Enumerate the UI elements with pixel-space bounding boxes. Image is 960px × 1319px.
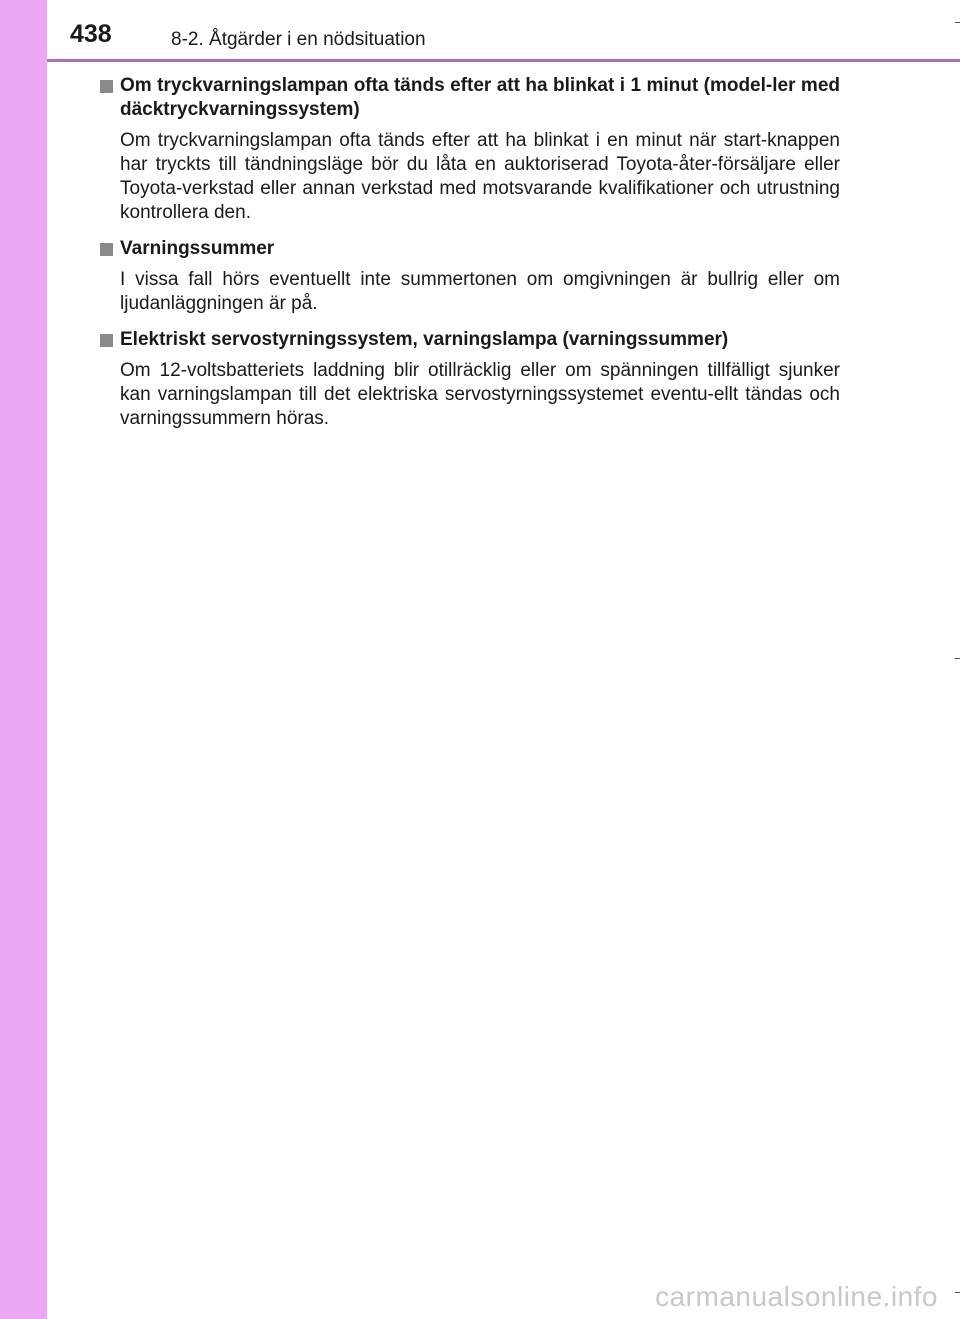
section-servostyrning (98, 328, 840, 431)
section-body: Om 12-voltsbatteriets laddning blir otillräcklig eller om spänningen tillfälligt sjunker kan varningslampan till det elektriska servostyrningssystemet eventu-ellt tändas och varningssummern höras. (120, 360, 840, 429)
crop-mark (955, 658, 960, 659)
page-number: 438 (70, 20, 112, 48)
section-tryckvarning (98, 74, 840, 225)
section-heading (98, 328, 840, 352)
side-tab (0, 0, 47, 1319)
section-heading-text: Elektriskt servostyrningssystem, varningslampa (varningssummer) (120, 329, 729, 350)
header-rule (47, 59, 960, 62)
section-heading (98, 74, 840, 122)
section-body: Om tryckvarningslampan ofta tänds efter att ha blinkat i en minut när start-knappen har tryckts till tändningsläge bör du låta en auktoriserad Toyota-åter-försäljare eller Toyota-verkstad eller annan verkstad med motsvarande kvalifikationer och utrustning kontrollera den. (120, 130, 840, 223)
square-bullet-icon (100, 80, 113, 93)
section-title: 8-2. Åtgärder i en nödsituation (171, 29, 426, 50)
square-bullet-icon (100, 334, 113, 347)
watermark: carmanualsonline.info (655, 1281, 938, 1312)
section-heading (98, 237, 840, 261)
square-bullet-icon (100, 243, 113, 256)
section-body: I vissa fall hörs eventuellt inte summertonen om omgivningen är bullrig eller om ljudanläggningen är på. (120, 269, 840, 314)
main-content (98, 74, 840, 443)
section-varningssummer (98, 237, 840, 316)
section-heading-text: Om tryckvarningslampan ofta tänds efter att ha blinkat i 1 minut (model-ler med däcktryckvarningssystem) (120, 75, 840, 120)
crop-mark (955, 22, 960, 23)
crop-mark (955, 1292, 960, 1293)
section-heading-text: Varningssummer (120, 238, 275, 259)
